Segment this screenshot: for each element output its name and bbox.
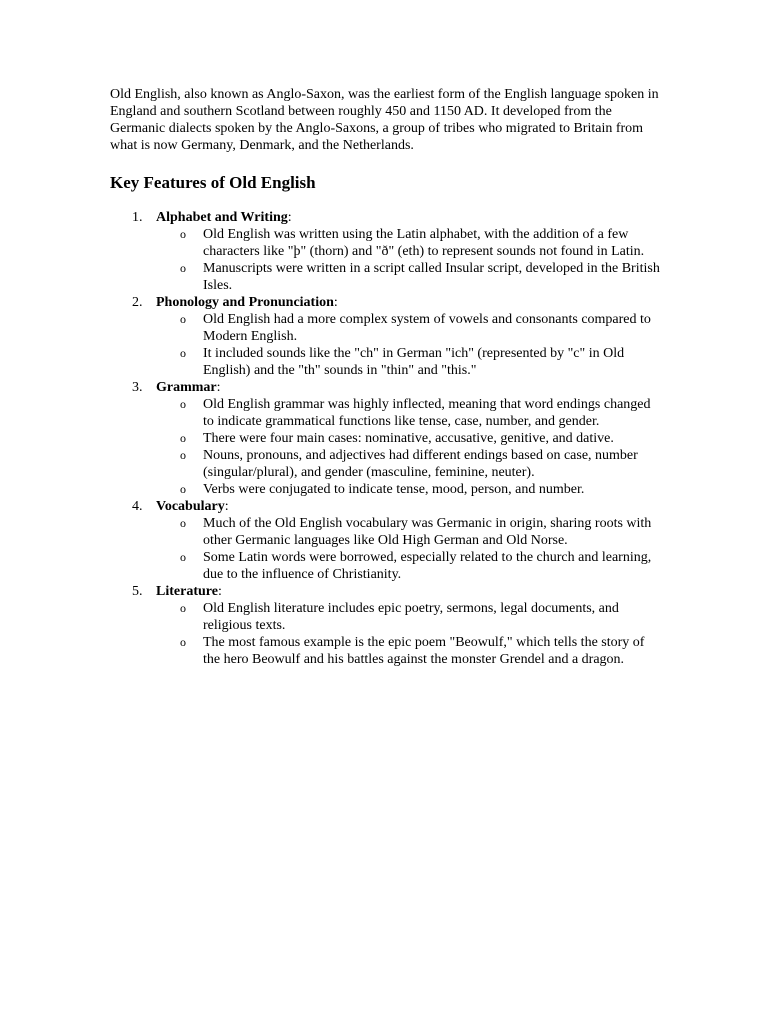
section-title: Phonology and Pronunciation [156, 295, 334, 310]
sub-list-text: There were four main cases: nominative, accusative, genitive, and dative. [203, 431, 614, 446]
list-item: 5. Literature: o Old English literature includes epic poetry, sermons, legal documents, and religious texts. o The most famous example is the epic poem "Beowulf," which tells the story of the hero Beowulf and his battles against the monster Grendel and a dragon. [110, 583, 662, 668]
sub-list-text: Much of the Old English vocabulary was Germanic in origin, sharing roots with other Germanic languages like Old High German and Old Norse. [203, 516, 652, 548]
section-title: Literature [156, 584, 218, 599]
sub-list-text: Nouns, pronouns, and adjectives had different endings based on case, number (singular/plural), and gender (masculine, feminine, neuter). [203, 448, 638, 480]
sub-list-text: Some Latin words were borrowed, especially related to the church and learning, due to the influence of Christianity. [203, 550, 652, 582]
sub-list-text: It included sounds like the "ch" in German "ich" (represented by "c" in Old English) and the "th" sounds in "thin" and "this." [203, 346, 625, 378]
intro-paragraph: Old English, also known as Anglo-Saxon, was the earliest form of the English language spoken in England and southern Scotland between roughly 450 and 1150 AD. It developed from the Germanic dialects spoken by the Anglo-Saxons, a group of tribes who migrated to Britain from what is now Germany, Denmark, and the Netherlands. [110, 87, 659, 153]
bullet-icon: o [180, 261, 186, 275]
list-item: 3. Grammar: o Old English grammar was highly inflected, meaning that word endings changed to indicate grammatical functions like tense, case, number, and gender. o There were four main cases: nominative, accusative, genitive, and dative. o Nouns, pronouns, and adjectives had different endings based on case, number (singular/plural), and gender (masculine, feminine, neuter). o Verbs were conjugated to indicate tense, mood, person, and number. [110, 379, 662, 498]
bullet-icon: o [180, 550, 186, 564]
sub-list [156, 226, 662, 294]
section-title: Vocabulary [156, 499, 225, 514]
bullet-icon: o [180, 448, 186, 462]
section-title: Alphabet and Writing [156, 210, 288, 225]
sub-list-item [156, 260, 662, 294]
bullet-icon: o [180, 431, 186, 445]
sub-list-text: Manuscripts were written in a script called Insular script, developed in the British Isles. [203, 261, 660, 293]
section-title: Grammar [156, 380, 217, 395]
list-item: 1. Alphabet and Writing: o Old English was written using the Latin alphabet, with the addition of a few characters like "þ" (thorn) and "ð" (eth) to represent sounds not found in Latin. o Manuscripts were written in a script called Insular script, developed in the British Isles. [110, 209, 662, 294]
bullet-icon: o [180, 397, 186, 411]
document-content [110, 86, 662, 668]
sub-list-item [156, 447, 662, 481]
sub-list-text: Old English literature includes epic poetry, sermons, legal documents, and religious texts. [203, 601, 619, 633]
list-item: 2. Phonology and Pronunciation: o Old English had a more complex system of vowels and consonants compared to Modern English. o It included sounds like the "ch" in German "ich" (represented by "c" in Old English) and the "th" sounds in "thin" and "this." [110, 294, 662, 379]
sub-list-text: Old English had a more complex system of vowels and consonants compared to Modern English. [203, 312, 651, 344]
list-number: 1. [132, 210, 143, 225]
bullet-icon: o [180, 482, 186, 496]
sub-list-text: Verbs were conjugated to indicate tense, mood, person, and number. [203, 482, 585, 497]
sub-list-item [156, 600, 662, 634]
sub-list-item [156, 481, 662, 498]
list-number: 3. [132, 380, 143, 395]
sub-list-item [156, 311, 662, 345]
sub-list-text: The most famous example is the epic poem "Beowulf," which tells the story of the hero Beowulf and his battles against the monster Grendel and a dragon. [203, 635, 645, 667]
sub-list-item [156, 549, 662, 583]
sub-list-item [156, 345, 662, 379]
list-item: 4. Vocabulary: o Much of the Old English vocabulary was Germanic in origin, sharing roots with other Germanic languages like Old High German and Old Norse. o Some Latin words were borrowed, especially related to the church and learning, due to the influence of Christianity. [110, 498, 662, 583]
sub-list-item [156, 634, 662, 668]
list-number: 5. [132, 584, 143, 599]
bullet-icon: o [180, 516, 186, 530]
sub-list [156, 600, 662, 668]
bullet-icon: o [180, 601, 186, 615]
bullet-icon: o [180, 635, 186, 649]
bullet-icon: o [180, 227, 186, 241]
sub-list-item [156, 396, 662, 430]
bullet-icon: o [180, 312, 186, 326]
sub-list-item [156, 226, 662, 260]
sub-list [156, 396, 662, 498]
sub-list-text: Old English grammar was highly inflected, meaning that word endings changed to indicate grammatical functions like tense, case, number, and gender. [203, 397, 651, 429]
bullet-icon: o [180, 346, 186, 360]
features-list [110, 209, 662, 668]
sub-list [156, 311, 662, 379]
list-number: 4. [132, 499, 143, 514]
sub-list-item [156, 515, 662, 549]
sub-list-text: Old English was written using the Latin alphabet, with the addition of a few characters like "þ" (thorn) and "ð" (eth) to represent sounds not found in Latin. [203, 227, 645, 259]
section-heading: Key Features of Old English [110, 173, 316, 192]
sub-list [156, 515, 662, 583]
sub-list-item [156, 430, 662, 447]
list-number: 2. [132, 295, 143, 310]
